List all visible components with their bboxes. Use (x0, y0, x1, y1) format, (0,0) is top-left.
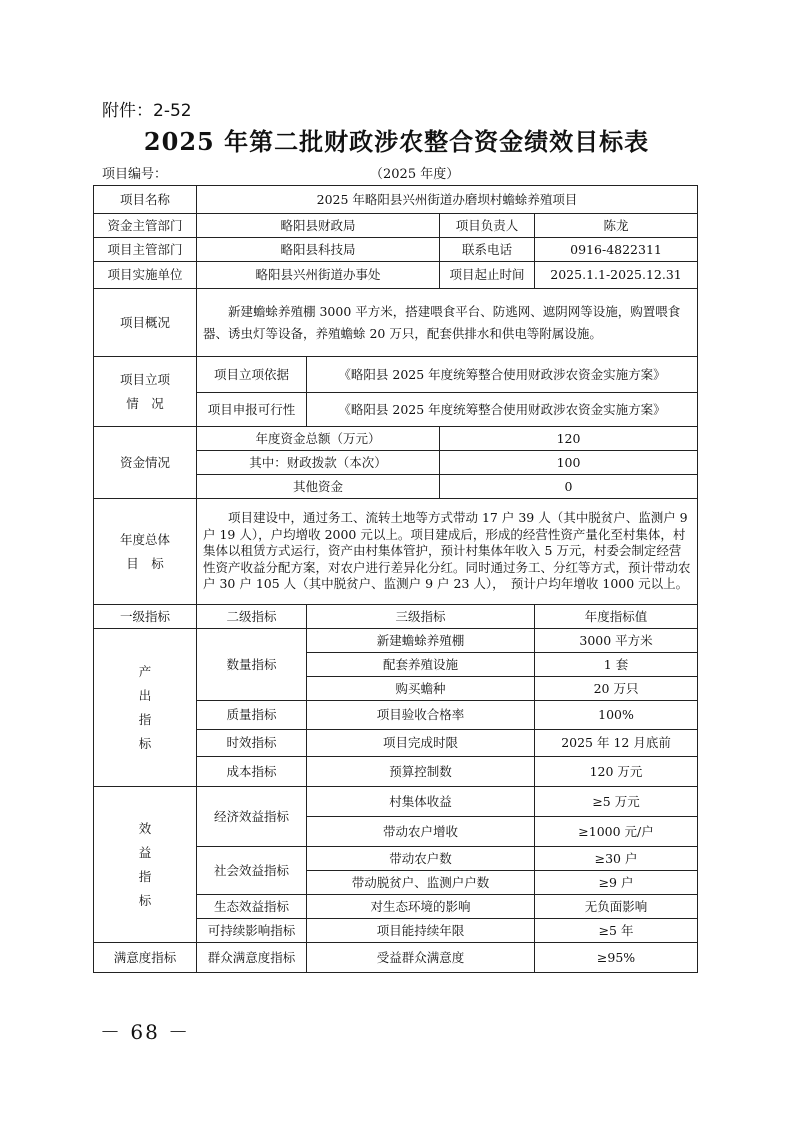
indicator-name: 购买蟾种 (307, 677, 535, 701)
output-indicator-label: 产 出 指 标 (94, 629, 197, 787)
project-name-label: 项目名称 (94, 186, 197, 214)
indicator-value: ≥95% (535, 943, 698, 973)
table-row (94, 357, 698, 393)
impl-unit: 略阳县兴州街道办事处 (197, 262, 440, 289)
feasibility-label: 项目申报可行性 (197, 393, 307, 427)
table-row (94, 238, 698, 262)
indicator-value: 20 万只 (535, 677, 698, 701)
indicator-value: ≥5 年 (535, 919, 698, 943)
public-satisfaction-label: 群众满意度指标 (197, 943, 307, 973)
header-value: 年度指标值 (535, 605, 698, 629)
header-level2: 二级指标 (197, 605, 307, 629)
year-label: （2025 年度） (370, 167, 460, 182)
table-row (94, 289, 698, 357)
indicator-name: 村集体收益 (307, 787, 535, 817)
indicator-name: 项目验收合格率 (307, 701, 535, 730)
fiscal-funds-label: 其中：财政拨款（本次） (197, 451, 440, 475)
indicator-value: 2025 年 12 月底前 (535, 730, 698, 757)
annual-goal-label: 年度总体 目 标 (94, 499, 197, 605)
leader-label: 项目负责人 (440, 214, 535, 238)
proj-dept-label: 项目主管部门 (94, 238, 197, 262)
phone: 0916-4822311 (535, 238, 698, 262)
table-row (94, 262, 698, 289)
table-row (94, 787, 698, 817)
benefit-indicator-label: 效 益 指 标 (94, 787, 197, 943)
funds-label: 资金情况 (94, 427, 197, 499)
time-indicator-label: 时效指标 (197, 730, 307, 757)
table-row (94, 427, 698, 451)
ecological-indicator-label: 生态效益指标 (197, 895, 307, 919)
page-number: － 68 － (100, 1020, 191, 1044)
header-level3: 三级指标 (307, 605, 535, 629)
table-row (94, 605, 698, 629)
overview-text: 新建蟾蜍养殖棚 3000 平方米，搭建喂食平台、防逃网、遮阴网等设施，购置喂食器、诱虫灯等设备，养殖蟾蜍 20 万只，配套供排水和供电等附属设施。 (197, 289, 698, 357)
quantity-indicator-label: 数量指标 (197, 629, 307, 701)
indicator-name: 预算控制数 (307, 757, 535, 787)
social-indicator-label: 社会效益指标 (197, 847, 307, 895)
performance-table (93, 185, 698, 973)
indicator-value: ≥5 万元 (535, 787, 698, 817)
indicator-value: 1 套 (535, 653, 698, 677)
fund-dept: 略阳县财政局 (197, 214, 440, 238)
economic-indicator-label: 经济效益指标 (197, 787, 307, 847)
total-funds: 120 (440, 427, 698, 451)
basis-value: 《略阳县 2025 年度统筹整合使用财政涉农资金实施方案》 (307, 357, 698, 393)
impl-unit-label: 项目实施单位 (94, 262, 197, 289)
indicator-value: ≥1000 元/户 (535, 817, 698, 847)
annual-goal-text: 项目建设中，通过务工、流转土地等方式带动 17 户 39 人（其中脱贫户、监测户 9 户 19 人），户均增收 2000 元以上。项目建成后，形成的经营性资产量化至村集体，村集体以租赁方式运行，资产由村集体管护，预计村集体年收入 5 万元，村委会制定经营性资产收益分配方案，对农户进行差异化分红。同时通过务工、分红等方式，预计带动农户 30 户 105 人（其中脱贫户、监测户 9 户 23 人）， 预计户均年增收 1000 元以上。 (197, 499, 698, 605)
table-row (94, 186, 698, 214)
indicator-name: 项目完成时限 (307, 730, 535, 757)
indicator-name: 项目能持续年限 (307, 919, 535, 943)
indicator-value: 120 万元 (535, 757, 698, 787)
overview-label: 项目概况 (94, 289, 197, 357)
project-name: 2025 年略阳县兴州街道办磨坝村蟾蜍养殖项目 (197, 186, 698, 214)
indicator-name: 新建蟾蜍养殖棚 (307, 629, 535, 653)
phone-label: 联系电话 (440, 238, 535, 262)
period: 2025.1.1-2025.12.31 (535, 262, 698, 289)
indicator-value: ≥9 户 (535, 871, 698, 895)
satisfaction-indicator-label: 满意度指标 (94, 943, 197, 973)
page-title: 2025 年第二批财政涉农整合资金绩效目标表 (143, 127, 650, 156)
indicator-value: 3000 平方米 (535, 629, 698, 653)
table-row (94, 214, 698, 238)
indicator-name: 配套养殖设施 (307, 653, 535, 677)
other-funds: 0 (440, 475, 698, 499)
indicator-name: 受益群众满意度 (307, 943, 535, 973)
indicator-value: 无负面影响 (535, 895, 698, 919)
attachment-number: 附件：2-52 (102, 101, 192, 121)
indicator-name: 带动农户数 (307, 847, 535, 871)
proj-dept: 略阳县科技局 (197, 238, 440, 262)
sustainable-indicator-label: 可持续影响指标 (197, 919, 307, 943)
leader: 陈龙 (535, 214, 698, 238)
other-funds-label: 其他资金 (197, 475, 440, 499)
table-row (94, 499, 698, 605)
indicator-name: 对生态环境的影响 (307, 895, 535, 919)
approval-label: 项目立项 情 况 (94, 357, 197, 427)
cost-indicator-label: 成本指标 (197, 757, 307, 787)
fiscal-funds: 100 (440, 451, 698, 475)
indicator-name: 带动农户增收 (307, 817, 535, 847)
indicator-value: 100% (535, 701, 698, 730)
total-funds-label: 年度资金总额（万元） (197, 427, 440, 451)
indicator-value: ≥30 户 (535, 847, 698, 871)
period-label: 项目起止时间 (440, 262, 535, 289)
basis-label: 项目立项依据 (197, 357, 307, 393)
quality-indicator-label: 质量指标 (197, 701, 307, 730)
feasibility-value: 《略阳县 2025 年度统筹整合使用财政涉农资金实施方案》 (307, 393, 698, 427)
table-row (94, 629, 698, 653)
header-level1: 一级指标 (94, 605, 197, 629)
indicator-name: 带动脱贫户、监测户户数 (307, 871, 535, 895)
fund-dept-label: 资金主管部门 (94, 214, 197, 238)
table-row (94, 943, 698, 973)
project-code-label: 项目编号： (102, 167, 168, 182)
